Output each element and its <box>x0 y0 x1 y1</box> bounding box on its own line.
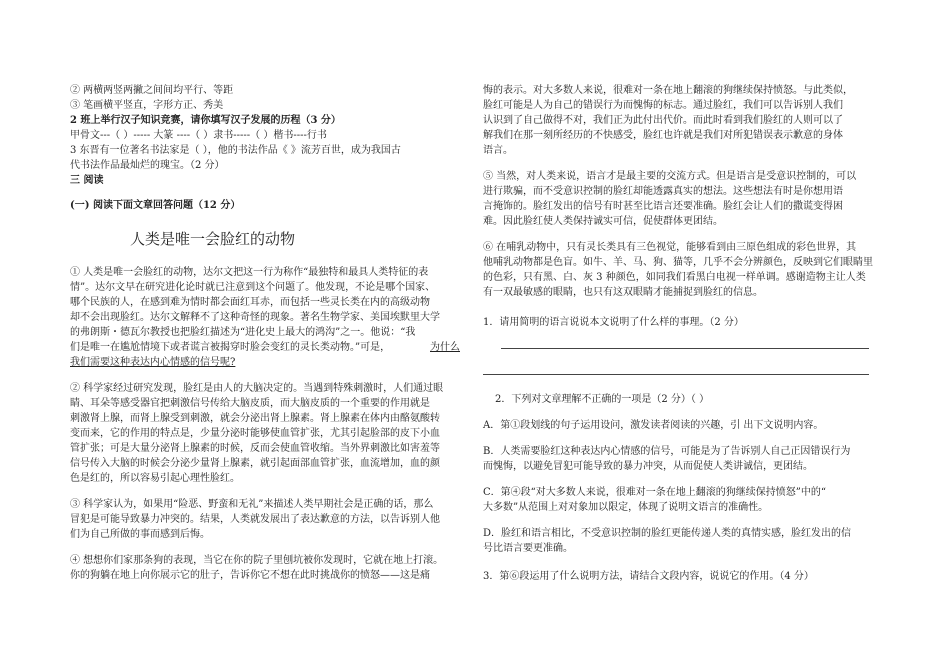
para1-line3: 哪个民族的人，在感到难为情时都会面红耳赤，而包括一些灵长类在内的高级动物 <box>70 297 430 308</box>
option-b-line1: B．人类需要脸红这种表达内心情感的信号，可能是为了告诉别人自己正因错误行为 <box>483 446 851 457</box>
para2-line4: 变而来，它的作用的特点是，少量分泌时能够使血管扩张，尤其引起脸部的皮下小血 <box>70 428 440 439</box>
para4-line2: 你的狗躺在地上向你展示它的肚子，告诉你它不想在此时挑战你的愤怒——这是痛 <box>70 570 430 581</box>
reading-question-2: 2．下列对文章理解不正确的一项是（2 分）（ ） <box>495 394 710 405</box>
question-3-cont: 代书法作品最灿烂的瑰宝。（2 分） <box>70 160 225 171</box>
para5-line4: 难。因此脸红使人类保持诚实可信，促使群体更团结。 <box>483 216 723 227</box>
para4-cont-line2: 脸红可能是人为自己的错误行为而愧悔的标志。通过脸红，我们可以告诉别人我们 <box>483 100 843 111</box>
option-line-3: ③ 笔画横平竖直，字形方正、秀美 <box>70 100 224 111</box>
para5-line3: 言掩饰的。脸红发出的信号有时甚至比语言还要准确。脸红会让人们的撒谎变得困 <box>483 201 843 212</box>
option-d-line2: 号比语言要更准确。 <box>483 543 573 554</box>
para6-line3: 的色彩，只有黑、白、灰 3 种颜色，如同我们看黑白电视一样单调。感谢造物主让人类 <box>483 272 866 283</box>
para2-line2: 睛、耳朵等感受器官把刺激信号传给大脑皮质，而大脑皮质的一个重要的作用就是 <box>70 398 430 409</box>
option-a: A．第①段划线的句子运用设问，激发读者阅读的兴趣，引 出下文说明内容。 <box>483 420 824 431</box>
para2-line6: 信号传入大脑的时候会分泌少量肾上腺素，就引起面部血管扩张，血流增加，血的颜 <box>70 458 440 469</box>
para6-line2: 他哺乳动物都是色盲。如牛、羊、马、狗、猫等，几乎不会分辨颜色，反映到它们眼睛里 <box>483 257 873 268</box>
para2-line3: 刺激肾上腺，而肾上腺受到刺激，就会分泌出肾上腺素。肾上腺素在体内由酪氨酸转 <box>70 413 440 424</box>
para3-line1: ③ 科学家认为，如果用“险恶、野蛮和无礼”来描述人类早期社会是正确的话，那么 <box>70 499 434 510</box>
para6-line1: ⑥ 在哺乳动物中，只有灵长类具有三色视觉，能够看到由三原色组成的彩色世界，其 <box>483 242 857 253</box>
para4-line1: ④ 想想你们家那条狗的表现，当它在你的院子里刨坑被你发现时，它就在地上打滚。 <box>70 555 444 566</box>
para4-cont-line5: 语言。 <box>483 145 513 156</box>
para1-line4: 却不会出现脸红。达尔文解释不了这种奇怪的现象。著名生物学家、美国埃默里大学 <box>70 312 440 323</box>
para5-line2: 进行欺骗，而不受意识控制的脸红却能透露真实的想法。这些想法有时是你想用语 <box>483 186 843 197</box>
answer-line-2[interactable] <box>483 374 869 375</box>
para4-cont-line4: 解我们在那一刻所经历的不快感受，脸红也许就是我们对所犯错误表示歉意的身体 <box>483 130 843 141</box>
option-c-line2: 大多数”从范围上对对象加以限定，体现了说明文语言的准确性。 <box>483 502 769 513</box>
para3-line2: 冒犯是可能导致暴力冲突的。结果，人类就发展出了表达歉意的方法，以告诉别人他 <box>70 514 440 525</box>
underlined-question-start: 为什么 <box>430 342 460 353</box>
para2-line1: ② 科学家经过研究发现，脸红是由人的大脑决定的。当遇到特殊刺激时，人们通过眼 <box>70 383 444 394</box>
reading-question-3: 3．第⑥段运用了什么说明方法，请结合文段内容，说说它的作用。（4 分） <box>483 571 814 582</box>
para1-line6: 们是唯一在尴尬情境下或者谎言被揭穿时脸会变红的灵长类动物。”可是， <box>70 342 391 353</box>
reading-instruction: (一) 阅读下面文章回答问题（12 分） <box>70 200 241 211</box>
para1-line5: 的弗朗斯・德瓦尔教授也把脸红描述为“进化史上最大的鸿沟”之一。他说：“我 <box>70 327 416 338</box>
section-three-heading: 三 阅读 <box>70 175 104 186</box>
para3-line3: 们为自己所做的事而感到后悔。 <box>70 529 210 540</box>
para4-cont-line3: 认识到了自己做得不对，我们正为此付出代价。而此时看到我们脸红的人则可以了 <box>483 115 843 126</box>
para1-line2: 情”。达尔文早在研究进化论时就已注意到这个问题了。他发现，不论是哪个国家、 <box>70 282 436 293</box>
question-3: 3 东晋有一位著名书法家是（ ），他的书法作品《 》流芳百世，成为我国古 <box>70 145 401 156</box>
para2-line7: 色是红的，所以容易引起心理性脸红。 <box>70 473 240 484</box>
option-c-line1: C．第④段“对大多数人来说，很难对一条在地上翻滚的狗继续保持愤怒”中的“ <box>483 487 826 498</box>
underlined-question-end: 我们需要这种表达内心情感的信号呢? <box>70 357 236 368</box>
para6-line4: 有一双最敏感的眼睛，也只有这双眼睛才能捕捉到脸红的信息。 <box>483 287 763 298</box>
option-d-line1: D．脸红和语言相比，不受意识控制的脸红更能传递人类的真情实感，脸红发出的信 <box>483 528 852 539</box>
reading-question-1: 1．请用简明的语言说说本文说明了什么样的事理。（2 分） <box>483 317 744 328</box>
option-line-2: ② 两横两竖两撇之间间均平行、等距 <box>70 85 234 96</box>
para5-line1: ⑤ 当然，对人类来说，语言才是最主要的交流方式。但是语言是受意识控制的，可以 <box>483 171 857 182</box>
question-2-blanks: 甲骨文---（ ）----- 大篆 ----（ ）隶书-----（ ）楷书----行书 <box>70 130 327 141</box>
article-title: 人类是唯一会脸红的动物 <box>130 230 296 248</box>
para2-line5: 管扩张；可是大量分泌肾上腺素的时候，反而会使血管收缩。当外界刺激比如害羞等 <box>70 443 440 454</box>
question-2: 2 班上举行汉子知识竞赛，请你填写汉子发展的历程（3 分） <box>70 115 341 126</box>
para1-line1: ① 人类是唯一会脸红的动物，达尔文把这一行为称作“最独特和最具人类特征的表 <box>70 267 429 278</box>
para4-cont-line1: 悔的表示。对大多数人来说，很难对一条在地上翻滚的狗继续保持愤怒。与此类似， <box>483 85 853 96</box>
option-b-line2: 而愧悔，以避免冒犯可能导致的暴力冲突，从而促使人类讲诚信，更团结。 <box>483 461 813 472</box>
answer-line-1[interactable] <box>501 348 869 349</box>
